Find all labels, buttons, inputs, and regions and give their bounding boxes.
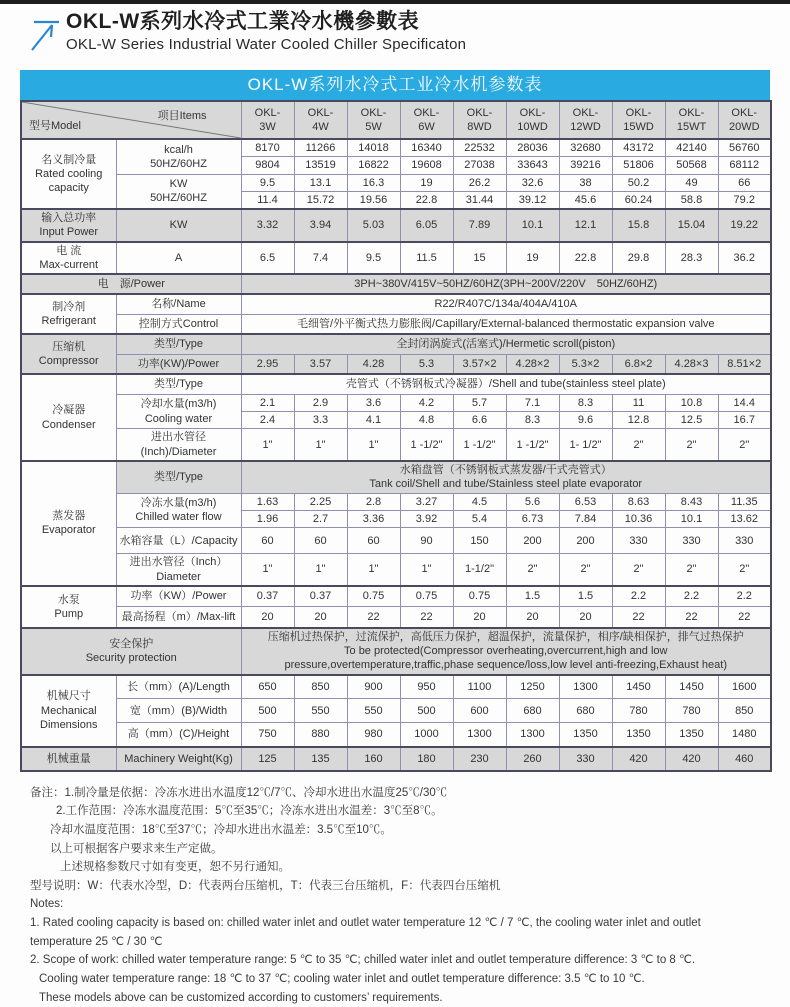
value-cell: 950 [400,675,453,699]
value-cell: 16822 [347,157,400,174]
value-cell: 60.24 [612,191,665,209]
value-cell: 5.7 [453,394,506,411]
value-cell: 20 [506,607,559,628]
value-cell: 2" [612,554,665,586]
value-cell: 1350 [665,723,718,747]
value-cell: 1" [347,429,400,461]
value-cell: 1000 [400,723,453,747]
row-group-label: 压缩机 Compressor [21,334,116,374]
document-header [0,4,790,54]
value-cell: 0.37 [241,586,294,607]
value-cell: 60 [347,528,400,554]
value-cell: 32680 [559,139,612,157]
value-cell: 1300 [559,675,612,699]
row-group-label: 电 流 Max-current [21,242,116,275]
value-cell: 13.62 [718,510,771,527]
value-cell: 压缩机过热保护，过流保护，高低压力保护，超温保护，流量保护，相序/缺相保护，排气过热保护 To be protected(Compressor overheating,overcurrent,high and low pressure,overtemperature,traffic,phase sequence/loss,low level anti-freezing,Exhaust heat) [241,628,771,675]
value-cell: 5.6 [506,493,559,510]
value-cell: 19.22 [718,209,771,242]
value-cell: 0.75 [347,586,400,607]
value-cell: R22/R407C/134a/404A/410A [241,294,771,314]
value-cell: 6.8×2 [612,354,665,374]
value-cell: 460 [718,747,771,771]
items-axis-label: 项目Items [157,110,207,122]
value-cell: 1 -1/2" [506,429,559,461]
value-cell: 2" [665,429,718,461]
value-cell: 15 [453,242,506,275]
row-item-label: 名称/Name [116,294,241,314]
value-cell: 980 [347,723,400,747]
row-item-label: 宽（mm）(B)/Width [116,699,241,723]
value-cell: 330 [665,528,718,554]
value-cell: 28.3 [665,242,718,275]
value-cell: 14018 [347,139,400,157]
row-item-label: Machinery Weight(Kg) [116,747,241,771]
model-column-header: OKL- 15WD [612,101,665,139]
value-cell: 180 [400,747,453,771]
value-cell: 2.7 [294,510,347,527]
value-cell: 0.75 [400,586,453,607]
value-cell: 5.3×2 [559,354,612,374]
value-cell: 1300 [453,723,506,747]
model-column-header: OKL- 3W [241,101,294,139]
value-cell: 19.56 [347,191,400,209]
value-cell: 12.5 [665,412,718,429]
value-cell: 31.44 [453,191,506,209]
value-cell: 500 [400,699,453,723]
value-cell: 22.8 [400,191,453,209]
value-cell: 13519 [294,157,347,174]
value-cell: 3.6 [347,394,400,411]
value-cell: 27038 [453,157,506,174]
value-cell: 3.94 [294,209,347,242]
value-cell: 全封闭涡旋式(活塞式)/Hermetic scroll(piston) [241,334,771,354]
value-cell: 8.3 [506,412,559,429]
value-cell: 420 [612,747,665,771]
page-title-zh: OKL-W系列水冷式工業冷水機參數表 [66,10,420,33]
value-cell: 11.35 [718,493,771,510]
value-cell: 1 -1/2" [453,429,506,461]
note-line: 上述规格参数尺寸如有变更，恕不另行通知。 [60,861,290,874]
value-cell: 4.2 [400,394,453,411]
spec-table-body [21,101,771,771]
row-item-label: 类型/Type [116,461,241,493]
value-cell: 19 [506,242,559,275]
row-item-label: KW 50HZ/60HZ [116,174,241,209]
row-item-label: A [116,242,241,275]
value-cell: 22 [718,607,771,628]
value-cell: 水箱盘管（不锈钢板式蒸发器/干式壳管式） Tank coil/Shell and tube/Stainless steel plate evaporator [241,461,771,493]
value-cell: 600 [453,699,506,723]
value-cell: 2.9 [294,394,347,411]
row-group-label: 输入总功率 Input Power [21,209,116,242]
row-item-label: 冷却水量(m3/h) Cooling water [116,394,241,429]
value-cell: 50568 [665,157,718,174]
spec-table-section [20,70,770,772]
row-item-label: 进出水管径 (Inch)/Diameter [116,429,241,461]
value-cell: 1600 [718,675,771,699]
value-cell: 90 [400,528,453,554]
value-cell: 900 [347,675,400,699]
value-cell: 45.6 [559,191,612,209]
value-cell: 5.4 [453,510,506,527]
value-cell: 420 [665,747,718,771]
row-item-label: 功率（KW）/Power [116,586,241,607]
value-cell: 20 [294,607,347,628]
value-cell: 36.2 [718,242,771,275]
value-cell: 500 [241,699,294,723]
row-group-label: 冷凝器 Condenser [21,374,116,461]
value-cell: 2.1 [241,394,294,411]
value-cell: 680 [559,699,612,723]
value-cell: 66 [718,174,771,191]
value-cell: 10.1 [506,209,559,242]
value-cell: 60 [294,528,347,554]
value-cell: 2" [718,554,771,586]
value-cell: 5.03 [347,209,400,242]
row-group-label: 水泵 Pump [21,586,116,628]
model-axis-label: 型号Model [29,119,81,132]
value-cell: 15.72 [294,191,347,209]
value-cell: 4.28×2 [506,354,559,374]
row-group-label: 机械重量 [21,747,116,771]
value-cell: 22 [665,607,718,628]
model-column-header: OKL- 15WT [665,101,718,139]
note-line: 以上可根据客户要求来生产定做。 [50,842,223,855]
value-cell: 10.8 [665,394,718,411]
value-cell: 125 [241,747,294,771]
note-line: 2. Scope of work: chilled water temperature range: 5 ℃ to 35 ℃; chilled water inlet and outlet temperature difference: 3 ℃ to 8 ℃. [30,954,696,967]
value-cell: 0.37 [294,586,347,607]
model-column-header: OKL- 5W [347,101,400,139]
value-cell: 4.5 [453,493,506,510]
value-cell: 79.2 [718,191,771,209]
value-cell: 1.5 [559,586,612,607]
value-cell: 2" [612,429,665,461]
notes-section [30,784,790,1007]
value-cell: 42140 [665,139,718,157]
value-cell: 2.4 [241,412,294,429]
value-cell: 2.2 [718,586,771,607]
value-cell: 1" [241,554,294,586]
model-column-header: OKL- 6W [400,101,453,139]
value-cell: 330 [559,747,612,771]
value-cell: 4.8 [400,412,453,429]
value-cell: 10.36 [612,510,665,527]
value-cell: 2" [506,554,559,586]
value-cell: 6.53 [559,493,612,510]
value-cell: 1480 [718,723,771,747]
value-cell: 1" [347,554,400,586]
value-cell: 16.3 [347,174,400,191]
row-item-label: 长（mm）(A)/Length [116,675,241,699]
value-cell: 1" [400,554,453,586]
value-cell: 2" [665,554,718,586]
value-cell: 20 [453,607,506,628]
row-group-label: 蒸发器 Evaporator [21,461,116,586]
page-title-en: OKL-W Series Industrial Water Cooled Chiller Specificaton [66,36,467,54]
value-cell: 3PH~380V/415V~50HZ/60HZ(3PH~200V/220V 50HZ/60HZ) [241,274,771,294]
value-cell: 2.2 [665,586,718,607]
value-cell: 880 [294,723,347,747]
value-cell: 8.63 [612,493,665,510]
row-item-label: 控制方式Control [116,314,241,334]
value-cell: 33643 [506,157,559,174]
value-cell: 7.1 [506,394,559,411]
value-cell: 650 [241,675,294,699]
value-cell: 8.43 [665,493,718,510]
value-cell: 9804 [241,157,294,174]
value-cell: 28036 [506,139,559,157]
value-cell: 29.8 [612,242,665,275]
value-cell: 39216 [559,157,612,174]
value-cell: 15.8 [612,209,665,242]
value-cell: 68112 [718,157,771,174]
value-cell: 1" [294,554,347,586]
value-cell: 7.89 [453,209,506,242]
value-cell: 1 -1/2" [400,429,453,461]
value-cell: 1450 [665,675,718,699]
value-cell: 20 [241,607,294,628]
value-cell: 9.5 [347,242,400,275]
note-line: 型号说明：W：代表水冷型，D：代表两台压缩机，T：代表三台压缩机，F：代表四台压缩机 [30,879,501,892]
note-line: 冷却水温度范围：18℃至37℃；冷却水进出水温差：3.5℃至10℃。 [50,823,392,836]
note-line: Notes: [30,898,64,911]
value-cell: 1300 [506,723,559,747]
value-cell: 22 [347,607,400,628]
row-item-label: kcal/h 50HZ/60HZ [116,139,241,174]
value-cell: 毛细管/外平衡式热力膨胀阀/Capillary/External-balanced thermostatic expansion valve [241,314,771,334]
model-column-header: OKL- 10WD [506,101,559,139]
value-cell: 26.2 [453,174,506,191]
row-group-label: 电 源/Power [21,274,241,294]
value-cell: 4.28 [347,354,400,374]
value-cell: 3.3 [294,412,347,429]
note-line: These models above can be customized according to customers’ requirements. [39,991,443,1004]
value-cell: 11266 [294,139,347,157]
value-cell: 1- 1/2" [559,429,612,461]
value-cell: 50.2 [612,174,665,191]
value-cell: 750 [241,723,294,747]
value-cell: 1" [241,429,294,461]
value-cell: 16340 [400,139,453,157]
row-item-label: 进出水管径（Inch） Diameter [116,554,241,586]
value-cell: 850 [718,699,771,723]
value-cell: 330 [718,528,771,554]
value-cell: 780 [665,699,718,723]
value-cell: 2.8 [347,493,400,510]
row-item-label: KW [116,209,241,242]
value-cell: 19 [400,174,453,191]
value-cell: 3.36 [347,510,400,527]
value-cell: 4.28×3 [665,354,718,374]
value-cell: 58.8 [665,191,718,209]
note-line: temperature 25 ℃ / 30 ℃ [30,935,163,948]
value-cell: 16.7 [718,412,771,429]
row-item-label: 水箱容量（L）/Capacity [116,528,241,554]
value-cell: 11.5 [400,242,453,275]
value-cell: 11 [612,394,665,411]
value-cell: 8.51×2 [718,354,771,374]
value-cell: 3.57 [294,354,347,374]
value-cell: 壳管式（不锈钢板式冷凝器）/Shell and tube(stainless steel plate) [241,374,771,394]
value-cell: 51806 [612,157,665,174]
value-cell: 22 [400,607,453,628]
value-cell: 43172 [612,139,665,157]
value-cell: 9.5 [241,174,294,191]
value-cell: 2.95 [241,354,294,374]
value-cell: 9.6 [559,412,612,429]
row-item-label: 最高扬程（m）/Max-lift [116,607,241,628]
value-cell: 6.6 [453,412,506,429]
table-title-bar: OKL-W系列水冷式工业冷水机参数表 [20,70,770,100]
value-cell: 150 [453,528,506,554]
value-cell: 15.04 [665,209,718,242]
row-item-label: 功率(KW)/Power [116,354,241,374]
value-cell: 2.25 [294,493,347,510]
value-cell: 1350 [612,723,665,747]
value-cell: 230 [453,747,506,771]
value-cell: 550 [347,699,400,723]
value-cell: 6.5 [241,242,294,275]
value-cell: 680 [506,699,559,723]
note-line: 备注：1.制冷量是依据：冷冻水进出水温度12℃/7℃、冷却水进出水温度25℃/30℃ [30,786,448,799]
value-cell: 22 [612,607,665,628]
value-cell: 2" [718,429,771,461]
value-cell: 780 [612,699,665,723]
value-cell: 3.32 [241,209,294,242]
value-cell: 1100 [453,675,506,699]
value-cell: 1450 [612,675,665,699]
value-cell: 850 [294,675,347,699]
value-cell: 160 [347,747,400,771]
row-item-label: 冷冻水量(m3/h) Chilled water flow [116,493,241,528]
value-cell: 32.6 [506,174,559,191]
value-cell: 6.05 [400,209,453,242]
spec-table [20,100,772,772]
note-line: Cooling water temperature range: 18 ℃ to 37 ℃; cooling water inlet and outlet temperature difference: 3.5 ℃ to 10 ℃. [39,972,645,985]
model-items-header [21,101,241,139]
value-cell: 20 [559,607,612,628]
value-cell: 1.96 [241,510,294,527]
row-group-label: 制冷剂 Refrigerant [21,294,116,334]
value-cell: 19608 [400,157,453,174]
value-cell: 8.3 [559,394,612,411]
note-line: 1. Rated cooling capacity is based on: chilled water inlet and outlet water temperature 12 ℃ / 7 ℃, the cooling water inlet and outlet [30,917,701,930]
value-cell: 5.3 [400,354,453,374]
value-cell: 260 [506,747,559,771]
value-cell: 1350 [559,723,612,747]
value-cell: 6.73 [506,510,559,527]
value-cell: 7.84 [559,510,612,527]
value-cell: 1.5 [506,586,559,607]
value-cell: 38 [559,174,612,191]
row-item-label: 高（mm）(C)/Height [116,723,241,747]
value-cell: 14.4 [718,394,771,411]
value-cell: 3.57×2 [453,354,506,374]
value-cell: 10.1 [665,510,718,527]
value-cell: 1-1/2" [453,554,506,586]
model-column-header: OKL- 8WD [453,101,506,139]
row-item-label: 类型/Type [116,334,241,354]
value-cell: 1250 [506,675,559,699]
value-cell: 49 [665,174,718,191]
value-cell: 0.75 [453,586,506,607]
value-cell: 550 [294,699,347,723]
value-cell: 4.1 [347,412,400,429]
value-cell: 2" [559,554,612,586]
value-cell: 135 [294,747,347,771]
value-cell: 22.8 [559,242,612,275]
value-cell: 330 [612,528,665,554]
row-item-label: 类型/Type [116,374,241,394]
value-cell: 22532 [453,139,506,157]
value-cell: 1.63 [241,493,294,510]
value-cell: 12.1 [559,209,612,242]
brand-arrow-icon [26,12,66,54]
value-cell: 8170 [241,139,294,157]
model-column-header: OKL- 20WD [718,101,771,139]
value-cell: 12.8 [612,412,665,429]
value-cell: 3.27 [400,493,453,510]
row-group-label: 名义制冷量 Rated cooling capacity [21,139,116,209]
note-line: 2.工作范围：冷冻水温度范围：5℃至35℃；冷冻水进出水温差：3℃至8℃。 [56,805,443,818]
value-cell: 200 [506,528,559,554]
value-cell: 2.2 [612,586,665,607]
row-group-label: 安全保护 Security protection [21,628,241,675]
value-cell: 7.4 [294,242,347,275]
value-cell: 200 [559,528,612,554]
value-cell: 11.4 [241,191,294,209]
value-cell: 60 [241,528,294,554]
value-cell: 1" [294,429,347,461]
model-column-header: OKL- 4W [294,101,347,139]
value-cell: 39.12 [506,191,559,209]
value-cell: 13.1 [294,174,347,191]
value-cell: 3.92 [400,510,453,527]
model-column-header: OKL- 12WD [559,101,612,139]
value-cell: 56760 [718,139,771,157]
row-group-label: 机械尺寸 Mechanical Dimensions [21,675,116,747]
